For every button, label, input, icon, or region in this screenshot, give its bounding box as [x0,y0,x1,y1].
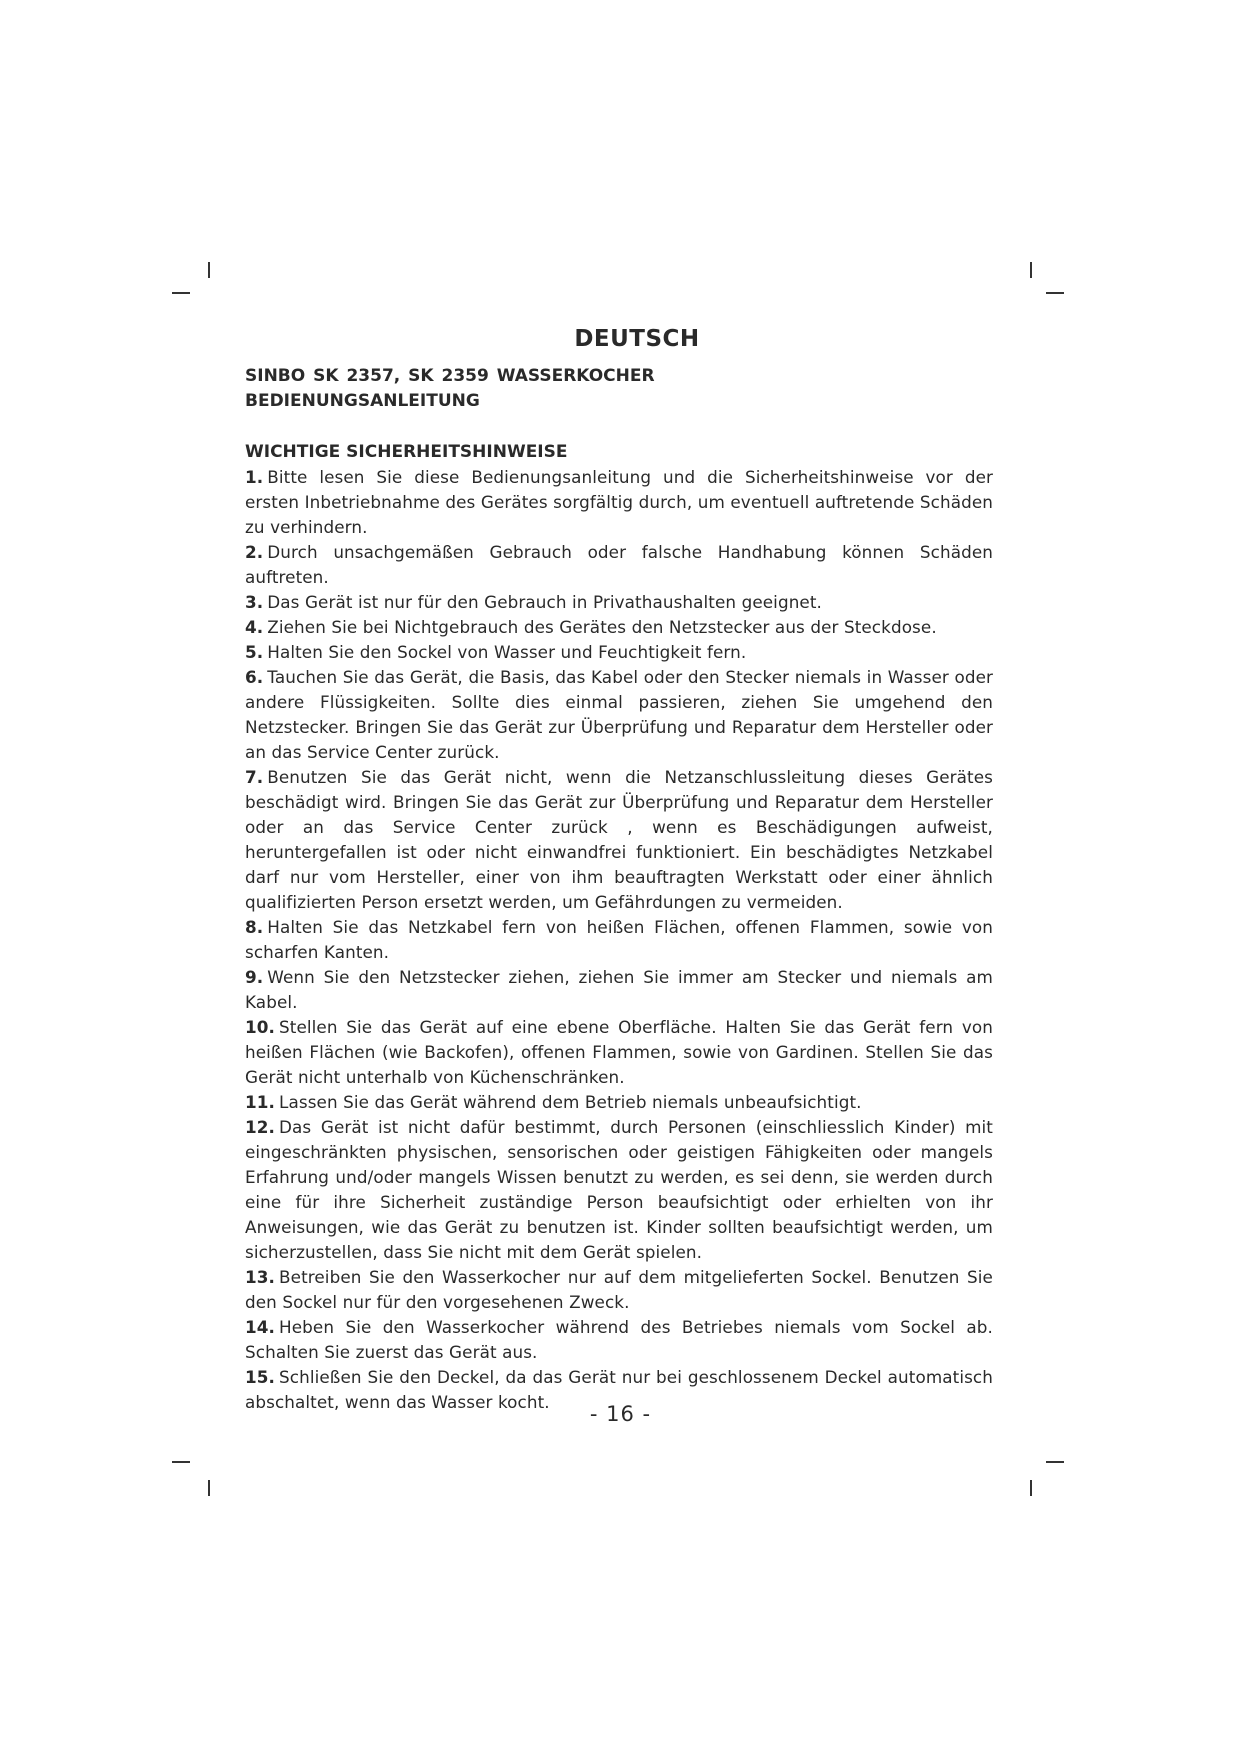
item-text: Das Gerät ist nur für den Gebrauch in Privathaushalten geeignet. [267,592,822,612]
safety-instructions-list [245,465,993,1415]
list-item [245,1015,993,1090]
item-text: Halten Sie den Sockel von Wasser und Feuchtigkeit fern. [267,642,747,662]
item-number: 15. [245,1367,276,1387]
item-number: 12. [245,1117,276,1137]
item-number: 6. [245,667,264,687]
item-text: Halten Sie das Netzkabel fern von heißen Flächen, offenen Flammen, sowie von scharfen Kanten. [245,917,993,962]
item-number: 9. [245,967,264,987]
list-item [245,1090,993,1115]
item-text: Wenn Sie den Netzstecker ziehen, ziehen Sie immer am Stecker und niemals am Kabel. [245,967,993,1012]
page-number: - 16 - [589,1402,652,1426]
list-item [245,665,993,765]
item-text: Durch unsachgemäßen Gebrauch oder falsche Handhabung können Schäden auftreten. [245,542,993,587]
list-item [245,915,993,965]
item-text: Benutzen Sie das Gerät nicht, wenn die Netzanschlussleitung dieses Gerätes beschädigt wird. Bringen Sie das Gerät zur Überprüfung und Reparatur dem Hersteller oder an das Service Center zurück , wenn es Beschädigungen aufweist, heruntergefallen ist oder nicht einwandfrei funktioniert. Ein beschädigtes Netzkabel darf nur vom Hersteller, einer von ihm beauftragten Werkstatt oder einer ähnlich qualifizierten Person ersetzt werden, um Gefährdungen zu vermeiden. [245,767,993,912]
list-item [245,1115,993,1265]
list-item [245,615,993,640]
item-number: 13. [245,1267,276,1287]
item-number: 1. [245,467,264,487]
item-text: Lassen Sie das Gerät während dem Betrieb niemals unbeaufsichtigt. [279,1092,862,1112]
list-item [245,1265,993,1315]
crop-mark-top-right-vertical [1030,262,1032,278]
document-title-line-2: BEDIENUNGSANLEITUNG [245,391,480,411]
item-number: 4. [245,617,264,637]
item-number: 10. [245,1017,276,1037]
list-item [245,590,993,615]
item-number: 2. [245,542,264,562]
list-item [245,540,993,590]
item-text: Betreiben Sie den Wasserkocher nur auf dem mitgelieferten Sockel. Benutzen Sie den Sockel nur für den vorgesehenen Zweck. [245,1267,993,1312]
language-heading: DEUTSCH [574,326,700,352]
item-number: 3. [245,592,264,612]
item-text: Tauchen Sie das Gerät, die Basis, das Kabel oder den Stecker niemals in Wasser oder andere Flüssigkeiten. Sollte dies einmal passieren, ziehen Sie umgehend den Netzstecker. Bringen Sie das Gerät zur Überprüfung und Reparatur dem Hersteller oder an das Service Center zurück. [245,667,993,762]
list-item [245,1315,993,1365]
crop-mark-top-left-vertical [208,262,210,278]
list-item [245,965,993,1015]
item-number: 11. [245,1092,276,1112]
item-number: 7. [245,767,264,787]
item-number: 14. [245,1317,276,1337]
section-heading: WICHTIGE SICHERHEITSHINWEISE [245,442,568,462]
list-item [245,765,993,915]
crop-mark-bottom-left-horizontal [172,1461,190,1463]
item-text: Ziehen Sie bei Nichtgebrauch des Gerätes den Netzstecker aus der Steckdose. [267,617,937,637]
item-text: Bitte lesen Sie diese Bedienungsanleitung und die Sicherheitshinweise vor der ersten Inbetriebnahme des Gerätes sorgfältig durch, um eventuell auftretende Schäden zu verhindern. [245,467,993,537]
item-text: Heben Sie den Wasserkocher während des Betriebes niemals vom Sockel ab. Schalten Sie zuerst das Gerät aus. [245,1317,993,1362]
crop-mark-bottom-left-vertical [208,1480,210,1496]
item-number: 8. [245,917,264,937]
item-text: Stellen Sie das Gerät auf eine ebene Oberfläche. Halten Sie das Gerät fern von heißen Flächen (wie Backofen), offenen Flammen, sowie von Gardinen. Stellen Sie das Gerät nicht unterhalb von Küchenschränken. [245,1017,993,1087]
crop-mark-top-right-horizontal [1046,292,1064,294]
list-item [245,640,993,665]
item-text: Schließen Sie den Deckel, da das Gerät nur bei geschlossenem Deckel automatisch abschaltet, wenn das Wasser kocht. [245,1367,993,1412]
document-body [245,326,993,1415]
crop-mark-bottom-right-horizontal [1046,1461,1064,1463]
document-title-line-1: SINBO SK 2357, SK 2359 WASSERKOCHER [245,366,655,386]
list-item [245,465,993,540]
item-text: Das Gerät ist nicht dafür bestimmt, durch Personen (einschliesslich Kinder) mit eingeschränkten physischen, sensorischen oder geistigen Fähigkeiten oder mangels Erfahrung und/oder mangels Wissen benutzt zu werden, es sei denn, sie werden durch eine für ihre Sicherheit zuständige Person beaufsichtigt oder erhielten von ihr Anweisungen, wie das Gerät zu benutzen ist. Kinder sollten beaufsichtigt werden, um sicherzustellen, dass Sie nicht mit dem Gerät spielen. [245,1117,993,1262]
item-number: 5. [245,642,264,662]
crop-mark-bottom-right-vertical [1030,1480,1032,1496]
crop-mark-top-left-horizontal [172,292,190,294]
